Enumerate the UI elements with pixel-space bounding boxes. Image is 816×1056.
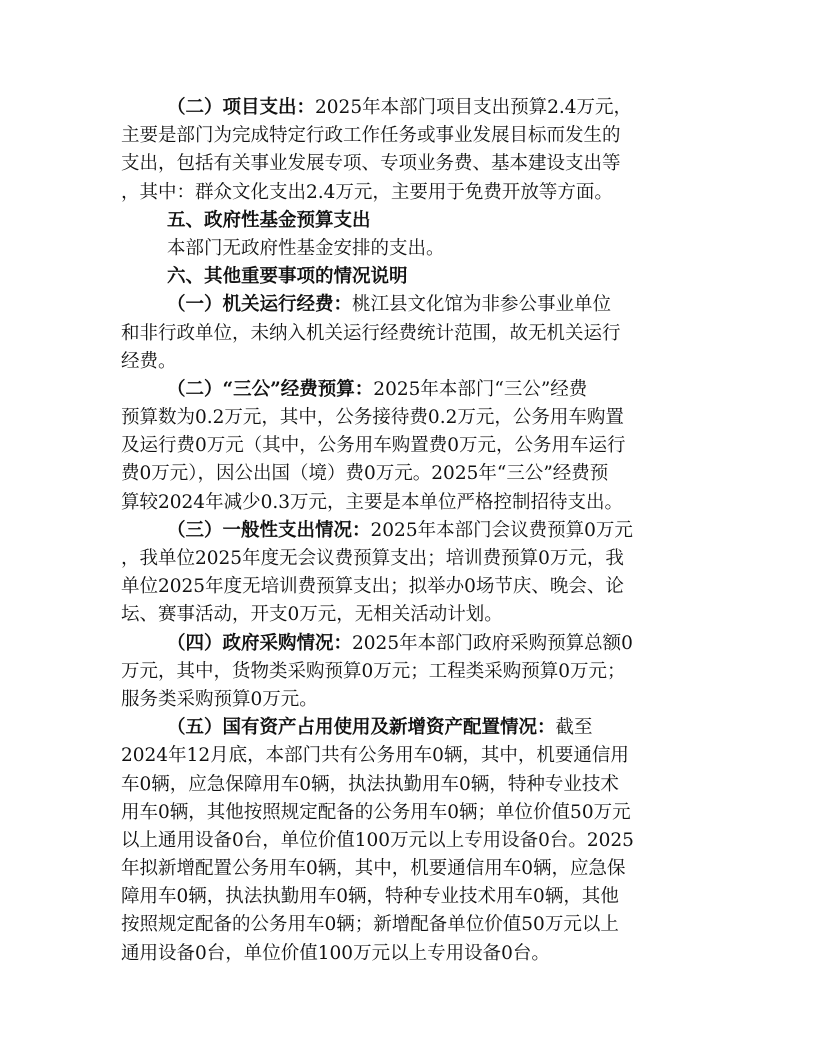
text-line: [121, 348, 711, 376]
text-line: [121, 911, 711, 939]
text-line: [121, 883, 711, 911]
line-text: ，其中：群众文化支出2.4万元，主要用于免费开放等方面。: [121, 181, 613, 203]
line-text: 2025年本部门项目支出预算2.4万元，: [315, 97, 633, 118]
text-line: [121, 207, 711, 235]
text-line: [121, 827, 711, 855]
line-text: 单位2025年度无培训费预算支出；拟举办0场节庆、晚会、论: [121, 576, 624, 598]
line-text: ，我单位2025年度无会议费预算支出；培训费预算0万元，我: [121, 548, 624, 569]
line-text: 截至: [555, 717, 593, 739]
text-line: [121, 404, 711, 432]
bold-heading: （一）机关运行经费：: [167, 294, 353, 316]
text-line: [121, 150, 711, 178]
line-text: 服务类采购预算0万元。: [121, 688, 318, 710]
text-line: [121, 545, 711, 573]
line-text: 用车0辆，其他按照规定配备的公务用车0辆；单位价值50万元: [121, 801, 631, 823]
line-text: 按照规定配备的公务用车0辆；新增配备单位价值50万元以上: [121, 914, 619, 936]
bold-heading: （五）国有资产占用使用及新增资产配置情况：: [167, 717, 556, 739]
bold-heading: （三）一般性支出情况：: [167, 519, 371, 541]
text-line: [121, 714, 711, 742]
text-line: [121, 517, 711, 545]
text-line: [121, 630, 711, 658]
line-text: 支出，包括有关事业发展专项、专项业务费、基本建设支出等: [121, 153, 621, 175]
line-text: 费0万元），因公出国（境）费0万元。2025年“三公”经费预: [121, 463, 609, 485]
text-line: [121, 460, 711, 488]
line-text: 算较2024年减少0.3万元，主要是本单位严格控制招待支出。: [121, 491, 624, 513]
line-text: 桃江县文化馆为非参公事业单位: [352, 294, 612, 316]
bold-heading: 六、其他重要事项的情况说明: [167, 266, 408, 288]
text-line: [121, 601, 711, 629]
line-text: 2024年12月底，本部门共有公务用车0辆，其中，机要通信用: [121, 745, 629, 767]
bold-heading: （四）政府采购情况：: [167, 632, 353, 654]
line-text: 经费。: [121, 350, 177, 372]
line-text: 及运行费0万元（其中，公务用车购置费0万元，公务用车运行: [121, 435, 626, 457]
text-line: [121, 742, 711, 770]
line-text: 主要是部门为完成特定行政工作任务或事业发展目标而发生的: [121, 125, 621, 147]
document-body: [121, 94, 711, 968]
bold-heading: （二）“三公”经费预算：: [167, 378, 374, 400]
text-line: [121, 179, 711, 207]
line-text: 坛、赛事活动，开支0万元，无相关活动计划。: [121, 604, 503, 626]
line-text: 2025年本部门会议费预算0万元: [370, 519, 633, 541]
line-text: 2025年本部门政府采购预算总额0: [352, 632, 633, 654]
text-line: [121, 855, 711, 883]
text-line: [121, 940, 711, 968]
text-line: [121, 291, 711, 319]
text-line: [121, 263, 711, 291]
line-text: 障用车0辆，执法执勤用车0辆，特种专业技术用车0辆，其他: [121, 886, 619, 908]
text-line: [121, 658, 711, 686]
line-text: 年拟新增配置公务用车0辆，其中，机要通信用车0辆，应急保: [121, 858, 626, 880]
text-line: [121, 432, 711, 460]
text-line: [121, 573, 711, 601]
line-text: 本部门无政府性基金安排的支出。: [167, 237, 445, 259]
bold-heading: （二）项目支出：: [167, 97, 316, 118]
text-line: [121, 235, 711, 263]
text-line: [121, 799, 711, 827]
text-line: [121, 376, 711, 404]
text-line: [121, 686, 711, 714]
line-text: 万元，其中，货物类采购预算0万元；工程类采购预算0万元；: [121, 660, 626, 682]
text-line: [121, 320, 711, 348]
line-text: 2025年本部门“三公”经费: [373, 378, 588, 400]
text-line: [121, 94, 711, 122]
line-text: 通用设备0台，单位价值100万元以上专用设备0台。: [121, 942, 550, 964]
line-text: 车0辆，应急保障用车0辆，执法执勤用车0辆，特种专业技术: [121, 773, 619, 795]
text-line: [121, 122, 711, 150]
line-text: 以上通用设备0台，单位价值100万元以上专用设备0台。2025: [121, 829, 634, 851]
bold-heading: 五、政府性基金预算支出: [167, 209, 371, 231]
line-text: 和非行政单位，未纳入机关运行经费统计范围，故无机关运行: [121, 322, 621, 344]
line-text: 预算数为0.2万元，其中，公务接待费0.2万元，公务用车购置: [121, 407, 624, 429]
text-line: [121, 489, 711, 517]
text-line: [121, 771, 711, 799]
